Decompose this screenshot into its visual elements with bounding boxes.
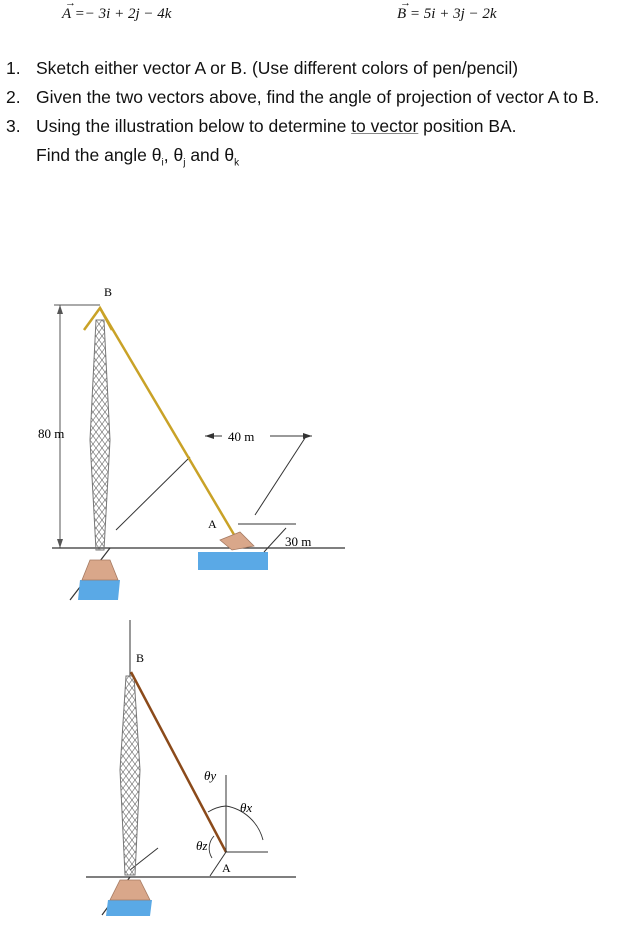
theta-x-label: θx: [240, 800, 253, 815]
anchor-pedestal: [220, 532, 254, 550]
tower-base: [78, 580, 120, 600]
tower: [120, 676, 140, 875]
vector-a-label: A: [62, 6, 71, 22]
question-text: Given the two vectors above, find the angle of projection of vector A to B.: [36, 87, 600, 107]
question-text: Using the illustration below to determine to vector position BA. Find the angle $\theta_i$, $\theta_j$ and $\theta_k$: [36, 116, 517, 169]
cable-ba: [131, 672, 226, 852]
vector-a-equation: =− 3i + 2j − 4k: [74, 6, 172, 22]
question-text: Sketch either vector A or B. (Use different colors of pen/pencil): [36, 58, 519, 78]
question-number: 2.: [6, 87, 21, 107]
height-label: 80 m: [38, 426, 65, 441]
point-b-label: B: [136, 651, 145, 665]
vector-arrow-icon: →: [400, 0, 411, 9]
point-a-label: A: [208, 517, 217, 531]
tower-pedestal: [82, 560, 118, 580]
figure-bottom: [86, 620, 296, 916]
underlined-phrase: to vector: [351, 116, 419, 136]
theta-z-label: θz: [196, 838, 208, 853]
question-number: 3.: [6, 116, 21, 136]
theta-y-arc: [208, 806, 226, 812]
theta-z-arc: [209, 836, 214, 858]
point-b-label: B: [104, 285, 113, 299]
anchor-base: [198, 552, 268, 570]
axis-guide-line: [255, 438, 305, 515]
x-distance-label: 40 m: [228, 429, 255, 444]
tower: [90, 320, 110, 550]
vector-b-label: B: [397, 6, 407, 22]
axis-guide-line: [116, 457, 190, 530]
figure-top: [38, 285, 345, 600]
point-a-label: A: [222, 861, 231, 875]
tower-pedestal: [110, 880, 150, 900]
theta-y-label: θy: [204, 768, 217, 783]
cable-ba: [100, 308, 236, 538]
vector-arrow-icon: →: [65, 0, 76, 9]
tower-base: [106, 900, 152, 916]
vector-b-equation: = 5i + 3j − 2k: [409, 6, 497, 22]
z-distance-label: 30 m: [285, 534, 312, 549]
question-number: 1.: [6, 58, 21, 78]
